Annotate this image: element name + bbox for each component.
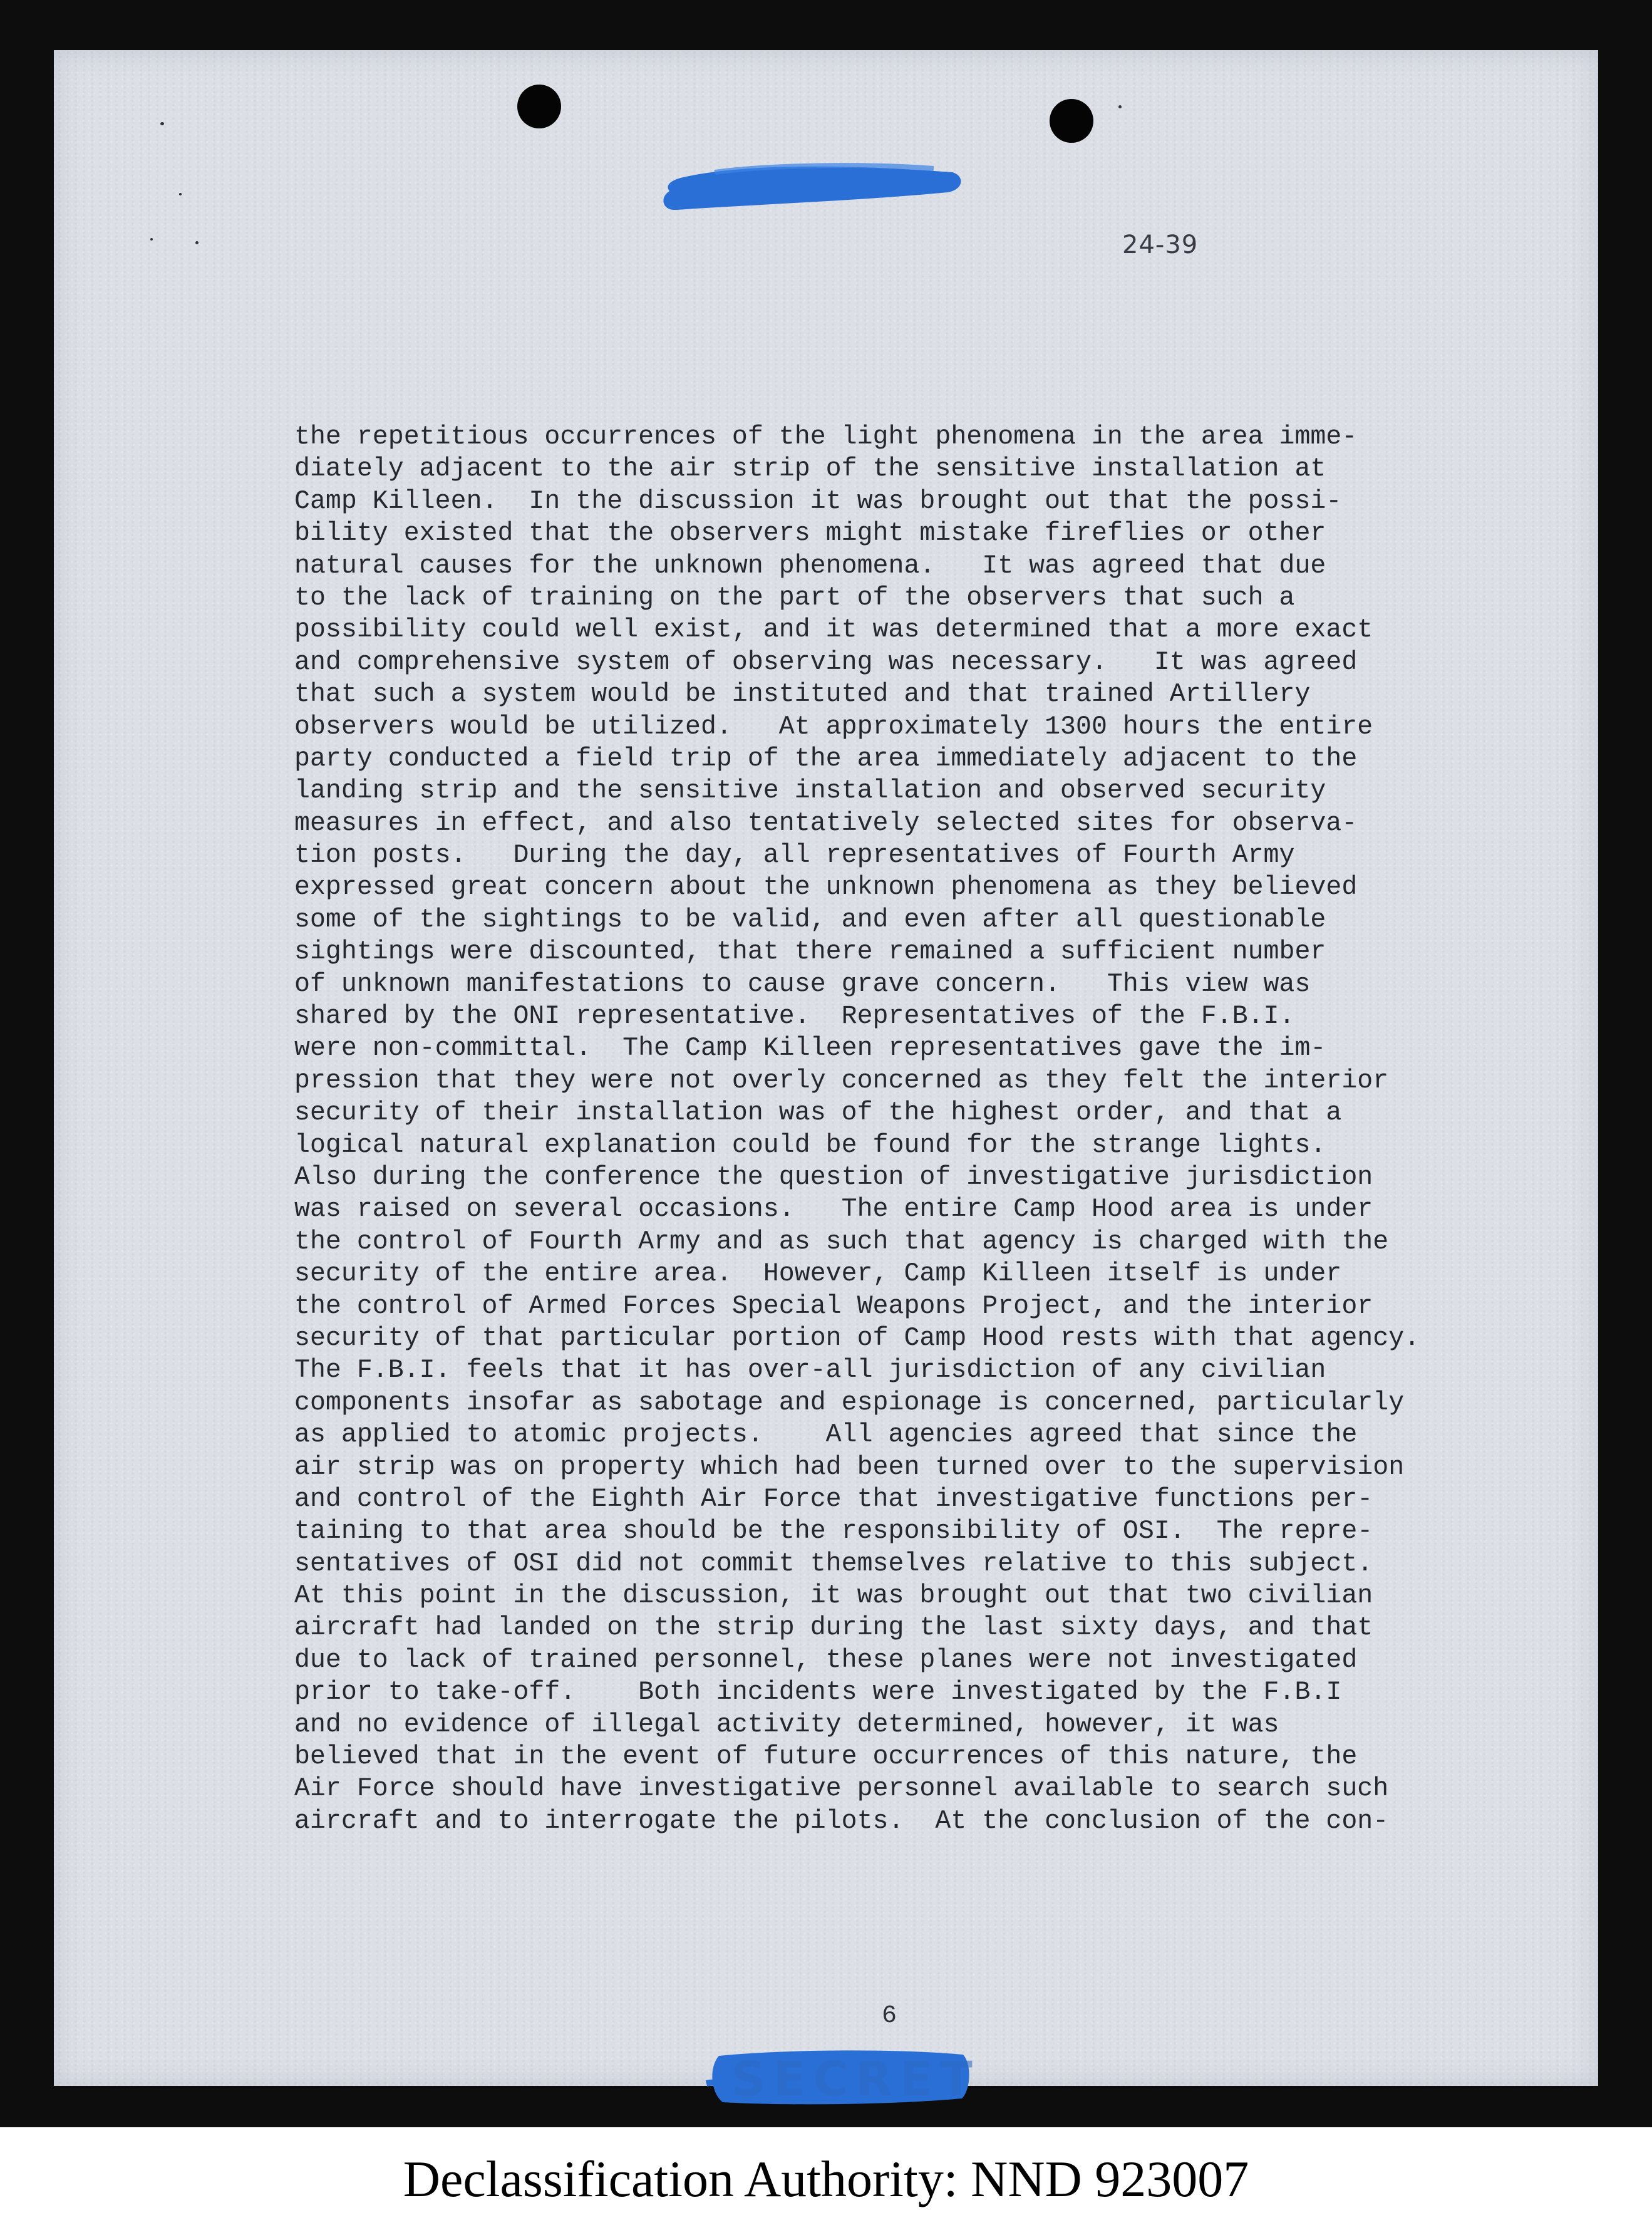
text-line: air strip was on property which had been turned over to the supervision — [294, 1452, 1405, 1482]
redaction-mark-top — [658, 153, 971, 214]
text-line: The F.B.I. feels that it has over-all jurisdiction of any civilian — [294, 1356, 1326, 1386]
text-line: some of the sightings to be valid, and even after all questionable — [294, 905, 1326, 935]
text-line: bility existed that the observers might mistake fireflies or other — [294, 519, 1326, 549]
text-line: believed that in the event of future occurrences of this nature, the — [294, 1742, 1358, 1772]
text-line: shared by the ONI representative. Representatives of the F.B.I. — [294, 1002, 1295, 1032]
text-line: aircraft had landed on the strip during the last sixty days, and that — [294, 1613, 1373, 1643]
text-line: sentatives of OSI did not commit themselves relative to this subject. — [294, 1548, 1373, 1579]
text-line: and comprehensive system of observing was necessary. It was agreed — [294, 647, 1358, 677]
text-line: and control of the Eighth Air Force that investigative functions per- — [294, 1484, 1373, 1514]
punch-hole-left — [517, 85, 561, 128]
paper-speck — [179, 193, 182, 195]
text-line: diately adjacent to the air strip of the sensitive installation at — [294, 454, 1326, 484]
text-line: Air Force should have investigative personnel available to search such — [294, 1774, 1389, 1804]
stamp-text: SECRET — [731, 2051, 980, 2107]
text-line: the control of Armed Forces Special Weapons Project, and the interior — [294, 1291, 1373, 1321]
text-line: At this point in the discussion, it was brought out that two civilian — [294, 1581, 1373, 1611]
text-line: the control of Fourth Army and as such that agency is charged with the — [294, 1226, 1389, 1257]
document-page — [54, 50, 1598, 2107]
text-line: measures in effect, and also tentatively selected sites for observa- — [294, 808, 1358, 838]
text-line: of unknown manifestations to cause grave concern. This view was — [294, 969, 1311, 999]
text-line: aircraft and to interrogate the pilots. At the conclusion of the con- — [294, 1806, 1389, 1836]
text-line: and no evidence of illegal activity determined, however, it was — [294, 1709, 1279, 1740]
text-line: security of their installation was of the highest order, and that a — [294, 1098, 1342, 1128]
text-line: due to lack of trained personnel, these planes were not investigated — [294, 1645, 1358, 1675]
text-line: Also during the conference the question of investigative jurisdiction — [294, 1162, 1373, 1192]
paper-speck — [1118, 105, 1122, 108]
text-line: were non-committal. The Camp Killeen representatives gave the im- — [294, 1034, 1326, 1064]
text-line: landing strip and the sensitive installation and observed security — [294, 776, 1326, 806]
punch-hole-right — [1050, 99, 1093, 143]
text-line: observers would be utilized. At approximately 1300 hours the entire — [294, 712, 1373, 742]
text-line: taining to that area should be the responsibility of OSI. The repre- — [294, 1517, 1373, 1547]
text-line: prior to take-off. Both incidents were investigated by the F.B.I — [294, 1678, 1342, 1708]
text-line: party conducted a field trip of the area immediately adjacent to the — [294, 744, 1358, 774]
text-line: possibility could well exist, and it was determined that a more exact — [294, 615, 1373, 645]
text-line: as applied to atomic projects. All agencies agreed that since the — [294, 1420, 1358, 1450]
classification-stamp — [705, 2046, 980, 2107]
text-line: components insofar as sabotage and espionage is concerned, particularly — [294, 1387, 1405, 1418]
declassification-authority: Declassification Authority: NND 923007 — [403, 2150, 1249, 2207]
document-body — [294, 421, 1547, 1837]
text-line: to the lack of training on the part of the observers that such a — [294, 583, 1295, 613]
text-line: the repetitious occurrences of the light phenomena in the area imme- — [294, 422, 1358, 452]
text-line: natural causes for the unknown phenomena. It was agreed that due — [294, 551, 1326, 581]
text-line: Camp Killeen. In the discussion it was brought out that the possi- — [294, 486, 1342, 516]
text-line: that such a system would be instituted and that trained Artillery — [294, 680, 1311, 710]
text-line: security of the entire area. However, Camp Killeen itself is under — [294, 1259, 1342, 1289]
footer-bar — [0, 2127, 1652, 2235]
paper-speck — [160, 122, 164, 125]
text-line: logical natural explanation could be found for the strange lights. — [294, 1130, 1326, 1160]
redaction-blot — [663, 167, 961, 210]
document-number: 24-39 — [1122, 231, 1199, 259]
text-line: was raised on several occasions. The entire Camp Hood area is under — [294, 1195, 1373, 1225]
text-line: security of that particular portion of Camp Hood rests with that agency. — [294, 1323, 1420, 1353]
page-number: 6 — [882, 2002, 897, 2030]
text-line: sightings were discounted, that there remained a sufficient number — [294, 937, 1326, 967]
text-line: tion posts. During the day, all representatives of Fourth Army — [294, 841, 1295, 871]
text-line: expressed great concern about the unknown phenomena as they believed — [294, 873, 1358, 903]
text-line: pression that they were not overly concerned as they felt the interior — [294, 1066, 1389, 1096]
paper-speck — [195, 241, 199, 244]
paper-speck — [150, 238, 153, 241]
